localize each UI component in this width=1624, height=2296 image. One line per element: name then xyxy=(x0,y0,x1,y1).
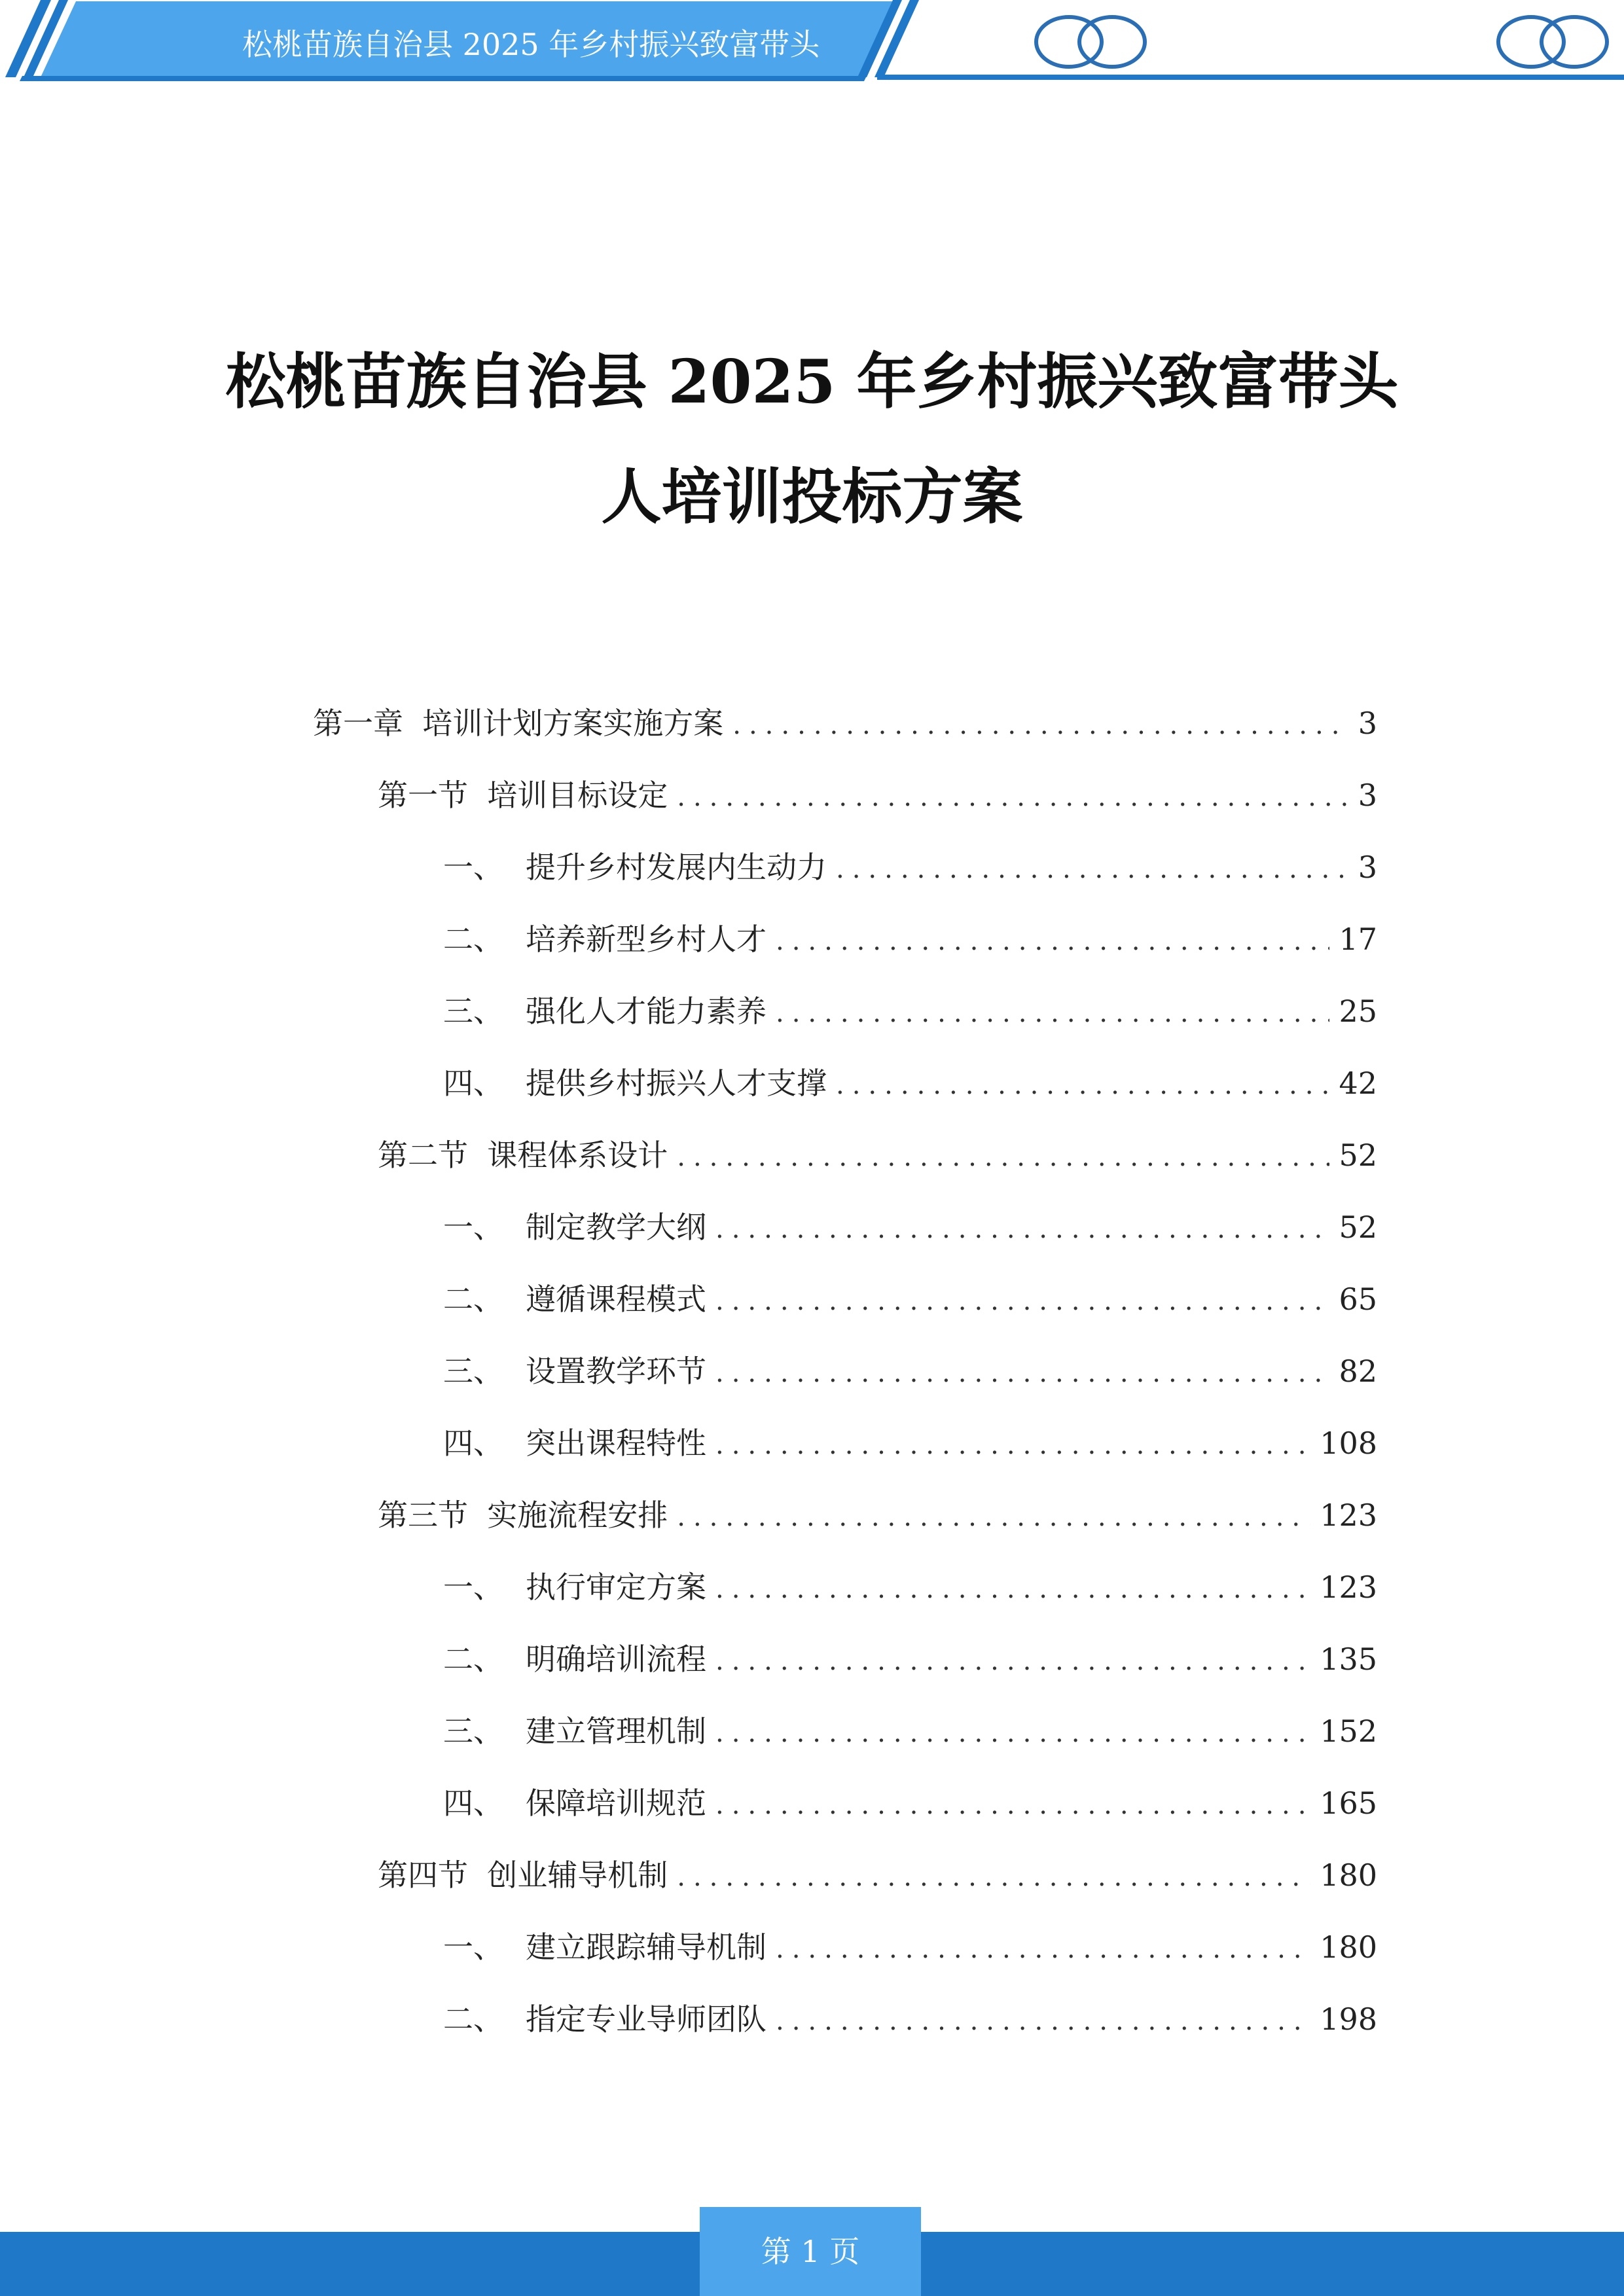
toc-entry-page: 180 xyxy=(1320,1929,1377,1965)
toc-entry-label: 保障培训规范 xyxy=(526,1785,706,1821)
toc-leader-dots xyxy=(776,1985,1310,2057)
toc-entry-number: 二、 xyxy=(443,922,503,957)
toc-entry-label: 提供乡村振兴人才支撑 xyxy=(526,1066,827,1101)
toc-entry-page: 82 xyxy=(1339,1354,1377,1389)
toc-entry-page: 3 xyxy=(1358,706,1377,741)
toc-leader-dots xyxy=(677,761,1348,833)
toc-entry[interactable] xyxy=(443,831,1377,903)
toc-leader-dots xyxy=(776,1913,1310,1985)
toc-leader-dots xyxy=(677,1481,1310,1553)
toc-entry[interactable] xyxy=(443,1263,1377,1335)
header-underline xyxy=(20,76,867,81)
toc-leader-dots xyxy=(776,977,1329,1049)
toc-entry-label: 第一章 培训计划方案实施方案 xyxy=(313,706,724,741)
toc-entry[interactable] xyxy=(378,759,1377,831)
toc-entry-number: 一、 xyxy=(443,1929,503,1965)
toc-entry-label: 遵循课程模式 xyxy=(526,1282,706,1317)
toc-entry-page: 123 xyxy=(1320,1498,1377,1533)
toc-entry-page: 42 xyxy=(1339,1066,1377,1101)
toc-entry-page: 17 xyxy=(1339,922,1377,957)
toc-entry-label: 明确培训流程 xyxy=(526,1641,706,1677)
toc-entry-page: 65 xyxy=(1339,1282,1377,1317)
toc-leader-dots xyxy=(715,1337,1329,1409)
toc-entry-label: 建立跟踪辅导机制 xyxy=(526,1929,767,1965)
toc-leader-dots xyxy=(677,1121,1329,1193)
toc-entry-label: 培养新型乡村人才 xyxy=(526,922,767,957)
toc-entry-number: 一、 xyxy=(443,1570,503,1605)
toc-entry-label: 第四节 创业辅导机制 xyxy=(378,1857,668,1893)
toc-entry-number: 二、 xyxy=(443,1641,503,1677)
toc-entry[interactable] xyxy=(443,1695,1377,1767)
toc-entry-page: 198 xyxy=(1320,2001,1377,2037)
document-title-line-2: 人培训投标方案 xyxy=(601,461,1023,532)
toc-entry-label: 执行审定方案 xyxy=(526,1570,706,1605)
toc-entry-number: 四、 xyxy=(443,1066,503,1101)
toc-entry[interactable] xyxy=(443,903,1377,975)
toc-entry-number: 一、 xyxy=(443,1210,503,1245)
document-title-line-1: 松桃苗族自治县 2025 年乡村振兴致富带头 xyxy=(225,346,1399,417)
toc-entry-label: 第二节 课程体系设计 xyxy=(378,1138,668,1173)
toc-entry-number: 一、 xyxy=(443,850,503,885)
toc-entry[interactable] xyxy=(313,687,1377,759)
toc-entry-page: 25 xyxy=(1339,994,1377,1029)
page-header xyxy=(0,0,1624,85)
toc-entry-page: 123 xyxy=(1320,1570,1377,1605)
toc-entry[interactable] xyxy=(443,1983,1377,2055)
toc-entry-label: 建立管理机制 xyxy=(526,1713,706,1749)
page-number: 第 1 页 xyxy=(700,2207,921,2296)
toc-leader-dots xyxy=(715,1265,1329,1337)
header-rule xyxy=(877,75,1624,80)
toc-entry-number: 二、 xyxy=(443,1282,503,1317)
toc-leader-dots xyxy=(836,1049,1329,1121)
toc-entry[interactable] xyxy=(443,1047,1377,1119)
toc-leader-dots xyxy=(715,1697,1310,1769)
toc-entry[interactable] xyxy=(443,1911,1377,1983)
toc-entry-page: 52 xyxy=(1339,1138,1377,1173)
toc-entry-label: 提升乡村发展内生动力 xyxy=(526,850,827,885)
toc-entry-label: 第一节 培训目标设定 xyxy=(378,778,668,813)
interlocking-rings-icon xyxy=(1036,17,1145,67)
toc-entry-page: 52 xyxy=(1339,1210,1377,1245)
toc-entry-label: 强化人才能力素养 xyxy=(526,994,767,1029)
interlocking-rings-icon xyxy=(1498,17,1607,67)
toc-entry-page: 108 xyxy=(1320,1426,1377,1461)
toc-entry-number: 三、 xyxy=(443,1354,503,1389)
toc-entry[interactable] xyxy=(378,1119,1377,1191)
toc-entry[interactable] xyxy=(378,1479,1377,1551)
toc-entry-label: 突出课程特性 xyxy=(526,1426,706,1461)
toc-entry-label: 第三节 实施流程安排 xyxy=(378,1498,668,1533)
document-title xyxy=(0,324,1624,554)
toc-entry-page: 165 xyxy=(1320,1785,1377,1821)
toc-entry-label: 指定专业导师团队 xyxy=(526,2001,767,2037)
toc-leader-dots xyxy=(732,689,1348,761)
toc-entry[interactable] xyxy=(443,1191,1377,1263)
toc-entry[interactable] xyxy=(443,1767,1377,1839)
toc-entry-label: 制定教学大纲 xyxy=(526,1210,706,1245)
toc-entry-page: 135 xyxy=(1320,1641,1377,1677)
toc-leader-dots xyxy=(715,1553,1310,1625)
toc-entry-number: 三、 xyxy=(443,1713,503,1749)
toc-entry[interactable] xyxy=(443,1551,1377,1623)
toc-entry[interactable] xyxy=(443,1623,1377,1695)
toc-entry-label: 设置教学环节 xyxy=(526,1354,706,1389)
toc-leader-dots xyxy=(715,1769,1310,1841)
toc-leader-dots xyxy=(836,833,1349,905)
toc-leader-dots xyxy=(776,905,1329,977)
toc-leader-dots xyxy=(715,1193,1329,1265)
toc-leader-dots xyxy=(715,1409,1310,1481)
toc-entry-number: 四、 xyxy=(443,1426,503,1461)
toc-entry-page: 3 xyxy=(1358,778,1377,813)
toc-leader-dots xyxy=(715,1625,1310,1697)
toc-entry-page: 180 xyxy=(1320,1857,1377,1893)
toc-entry-page: 152 xyxy=(1320,1713,1377,1749)
running-title: 松桃苗族自治县 2025 年乡村振兴致富带头 xyxy=(242,27,820,62)
toc-entry-number: 四、 xyxy=(443,1785,503,1821)
toc-entry[interactable] xyxy=(443,1335,1377,1407)
toc-entry[interactable] xyxy=(443,975,1377,1047)
toc-entry[interactable] xyxy=(443,1407,1377,1479)
toc-entry[interactable] xyxy=(378,1839,1377,1911)
toc-leader-dots xyxy=(677,1841,1310,1913)
toc-entry-number: 三、 xyxy=(443,994,503,1029)
toc-entry-page: 3 xyxy=(1358,850,1377,885)
toc-entry-number: 二、 xyxy=(443,2001,503,2037)
